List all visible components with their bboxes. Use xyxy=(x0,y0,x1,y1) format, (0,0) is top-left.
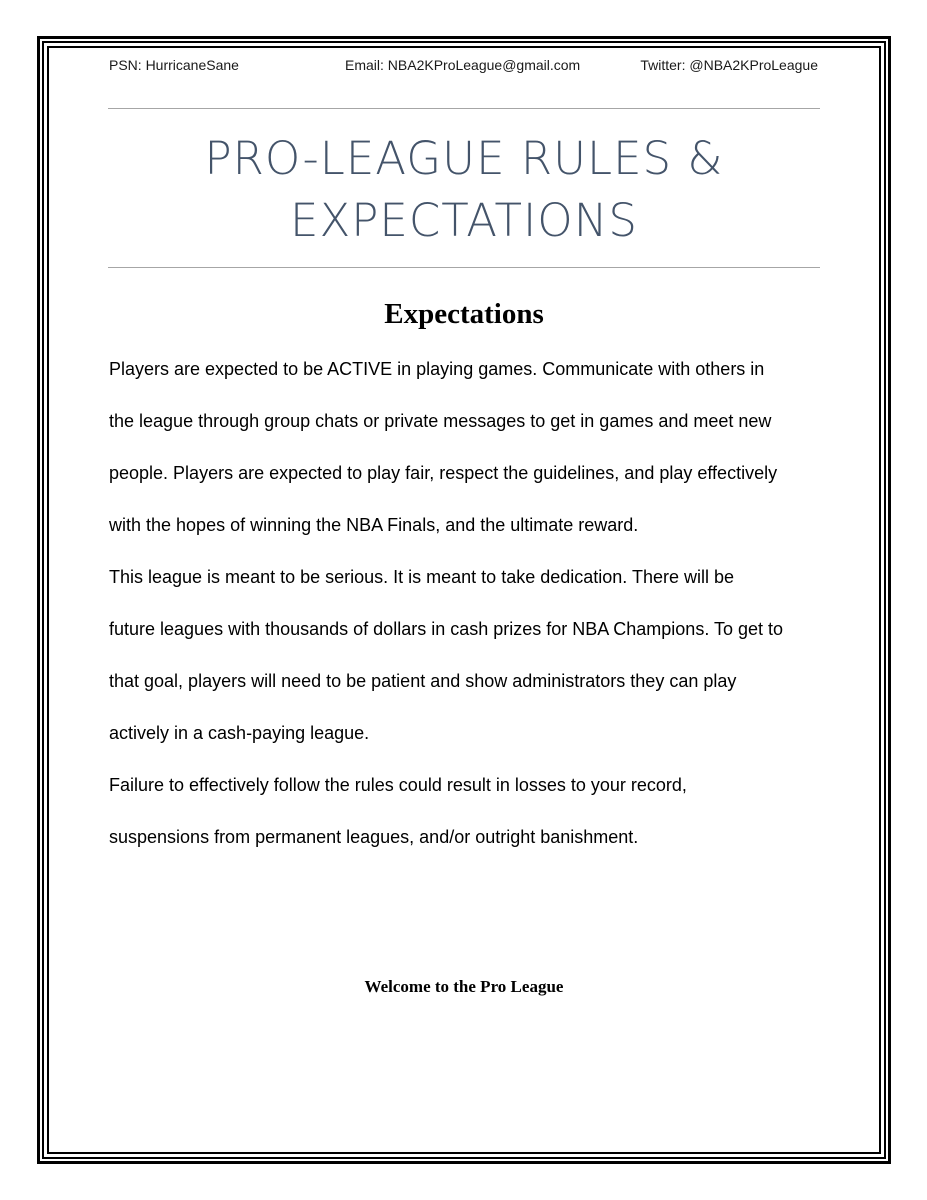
page-title-line-1: PRO-LEAGUE RULES & xyxy=(204,132,724,185)
section-heading: Expectations xyxy=(384,298,544,330)
body-line: people. Players are expected to play fair, respect the guidelines, and play effectively xyxy=(109,463,778,483)
body-line: Players are expected to be ACTIVE in playing games. Communicate with others in xyxy=(109,359,765,379)
header-email: Email: NBA2KProLeague@gmail.com xyxy=(345,57,581,73)
header-psn: PSN: HurricaneSane xyxy=(109,57,239,73)
body-line: future leagues with thousands of dollars in cash prizes for NBA Champions. To get to xyxy=(109,619,784,639)
header-twitter: Twitter: @NBA2KProLeague xyxy=(640,57,818,73)
body-line: actively in a cash-paying league. xyxy=(109,723,370,743)
body-line: Failure to effectively follow the rules could result in losses to your record, xyxy=(109,775,687,795)
body-line: This league is meant to be serious. It is meant to take dedication. There will be xyxy=(109,567,734,587)
title-rule-top xyxy=(108,108,820,109)
body-line: with the hopes of winning the NBA Finals, and the ultimate reward. xyxy=(109,515,639,535)
body-text xyxy=(109,351,829,871)
page-title xyxy=(108,128,820,252)
body-line: suspensions from permanent leagues, and/or outright banishment. xyxy=(109,827,639,847)
body-line: that goal, players will need to be patient and show administrators they can play xyxy=(109,671,737,691)
body-line: the league through group chats or private messages to get in games and meet new xyxy=(109,411,772,431)
closing-text: Welcome to the Pro League xyxy=(364,977,564,996)
page-title-line-2: EXPECTATIONS xyxy=(290,194,638,247)
title-rule-bottom xyxy=(108,267,820,268)
